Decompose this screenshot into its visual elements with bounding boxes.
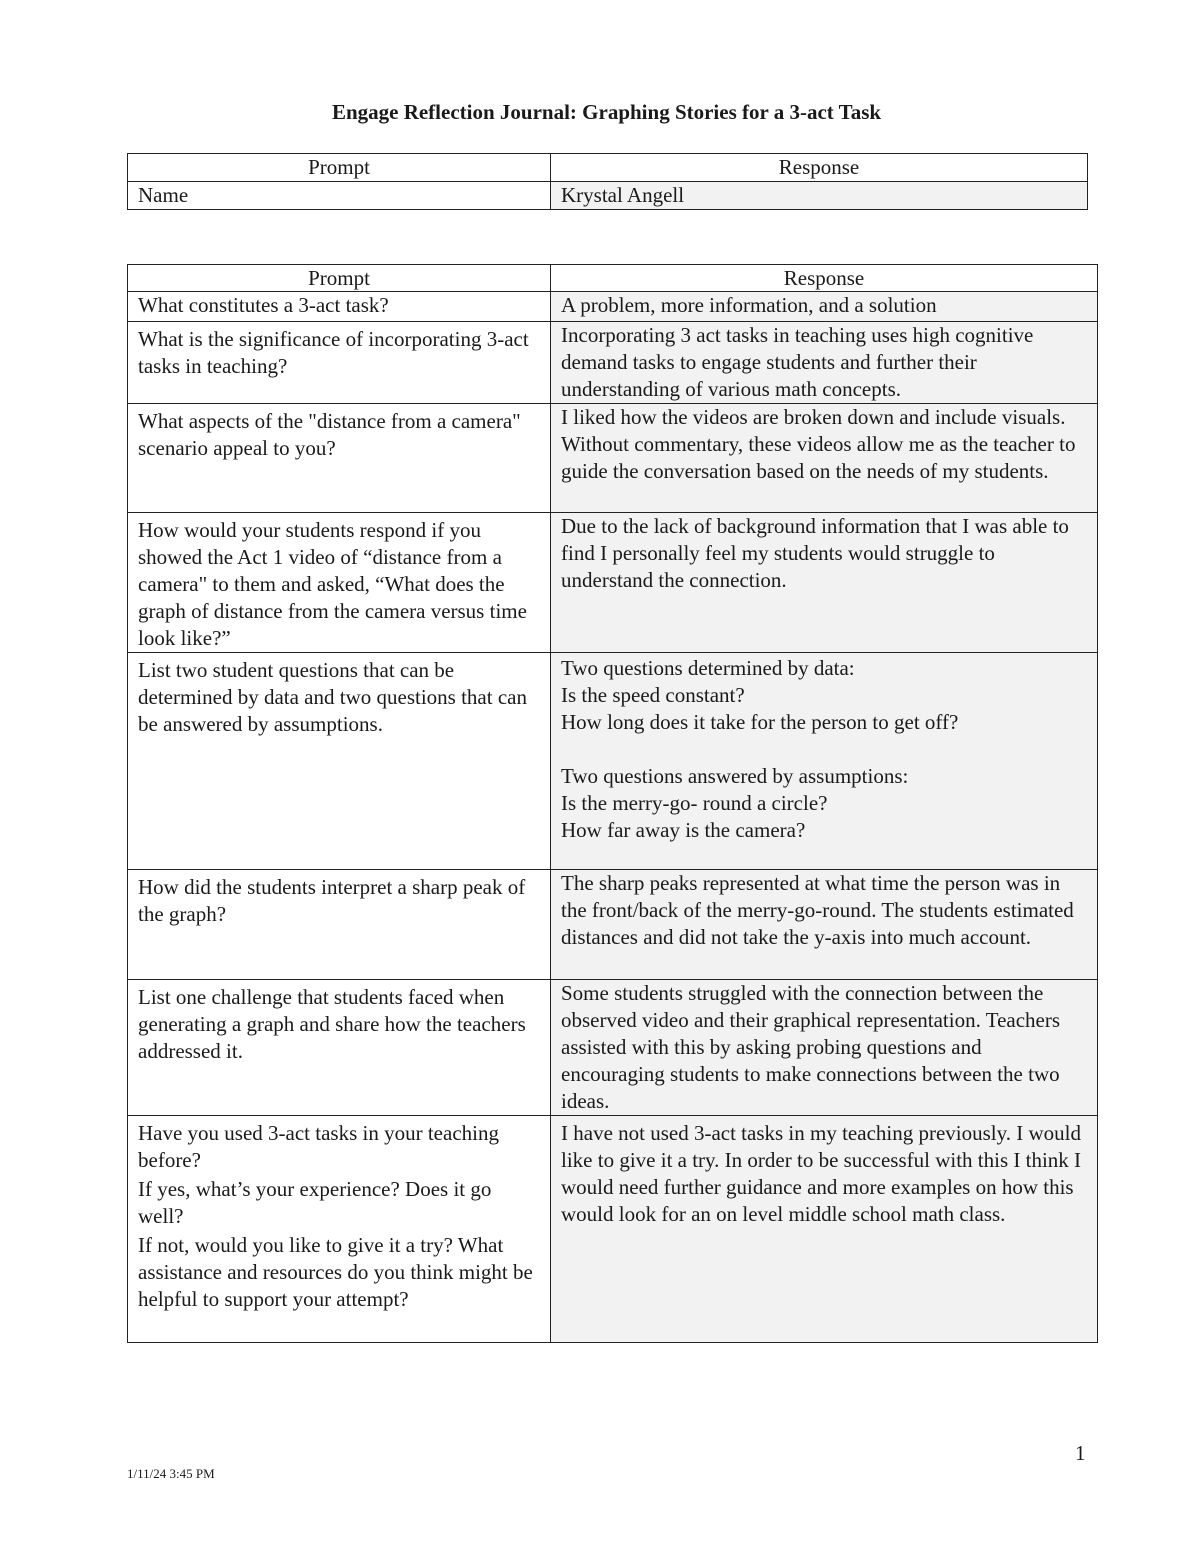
- reflection-table: [127, 264, 1098, 1343]
- response-text: The sharp peaks represented at what time the person was in the front/back of the merry-go-round. The students estimated distances and did not take the y-axis into much account.: [561, 871, 1074, 949]
- response-text: Two questions determined by data:: [561, 656, 855, 680]
- footer-date: 1/11/24 3:45 PM: [127, 1466, 215, 1481]
- response-cell: [551, 292, 1098, 322]
- prompt-text: If not, would you like to give it a try? What assistance and resources do you think might be helpful to support your attempt?: [138, 1233, 533, 1311]
- prompt-text: What aspects of the "distance from a camera" scenario appeal to you?: [138, 409, 521, 460]
- prompt-text: List one challenge that students faced when generating a graph and share how the teachers addressed it.: [138, 985, 526, 1063]
- main-table-header-response: Response: [551, 265, 1098, 292]
- page-number: 1: [1075, 1441, 1086, 1465]
- response-cell: [551, 870, 1098, 980]
- prompt-text: How would your students respond if you showed the Act 1 video of “distance from a camera" to them and asked, “What does the graph of distance from the camera versus time look like?”: [138, 518, 527, 650]
- response-text: I liked how the videos are broken down and include visuals. Without commentary, these videos allow me as the teacher to guide the conversation based on the needs of my students.: [561, 405, 1076, 483]
- response-text: Two questions answered by assumptions:: [561, 764, 909, 788]
- name-table-header-response: Response: [551, 154, 1088, 182]
- response-cell: [551, 404, 1098, 513]
- main-table-header-prompt: Prompt: [128, 265, 551, 292]
- table-row: [128, 292, 1098, 322]
- prompt-cell: [128, 870, 551, 980]
- table-row: [128, 404, 1098, 513]
- prompt-cell: [128, 292, 551, 322]
- prompt-text: Have you used 3-act tasks in your teaching before?: [138, 1121, 499, 1172]
- table-row: [128, 980, 1098, 1116]
- table-row: [128, 322, 1098, 404]
- spacer: [561, 736, 1087, 763]
- table-row: [128, 513, 1098, 653]
- response-text: Is the merry-go- round a circle?: [561, 791, 828, 815]
- prompt-text: How did the students interpret a sharp peak of the graph?: [138, 875, 526, 926]
- response-cell: [551, 980, 1098, 1116]
- response-text: Some students struggled with the connection between the observed video and their graphical representation. Teachers assisted with this by asking probing questions and encouraging students to make connections between the two ideas.: [561, 981, 1061, 1113]
- response-text: A problem, more information, and a solution: [561, 293, 937, 317]
- name-value: Krystal Angell: [551, 182, 1088, 210]
- response-text: How long does it take for the person to get off?: [561, 710, 959, 734]
- page-title: Engage Reflection Journal: Graphing Stories for a 3-act Task: [331, 100, 882, 124]
- prompt-text: What constitutes a 3-act task?: [138, 293, 389, 317]
- prompt-cell: [128, 653, 551, 870]
- response-text: I have not used 3-act tasks in my teaching previously. I would like to give it a try. In order to be successful with this I think I would need further guidance and more examples on how this would look for an on level middle school math class.: [561, 1121, 1082, 1226]
- prompt-text: If yes, what’s your experience? Does it go well?: [138, 1177, 492, 1228]
- response-cell: [551, 1116, 1098, 1343]
- prompt-cell: [128, 1116, 551, 1343]
- table-row: [128, 870, 1098, 980]
- response-text: Due to the lack of background information that I was able to find I personally feel my students would struggle to understand the connection.: [561, 514, 1069, 592]
- response-text: Incorporating 3 act tasks in teaching uses high cognitive demand tasks to engage students and further their understanding of various math concepts.: [561, 323, 1034, 401]
- response-cell: [551, 513, 1098, 653]
- prompt-cell: [128, 404, 551, 513]
- prompt-text: List two student questions that can be determined by data and two questions that can be answered by assumptions.: [138, 658, 527, 736]
- response-text: How far away is the camera?: [561, 818, 806, 842]
- name-table-header-prompt: Prompt: [128, 154, 551, 182]
- name-table: [127, 153, 1088, 210]
- response-cell: [551, 653, 1098, 870]
- response-cell: [551, 322, 1098, 404]
- prompt-cell: [128, 322, 551, 404]
- response-text: Is the speed constant?: [561, 683, 745, 707]
- prompt-cell: [128, 980, 551, 1116]
- prompt-cell: [128, 513, 551, 653]
- name-label: Name: [128, 182, 551, 210]
- table-row: [128, 1116, 1098, 1343]
- table-row: [128, 653, 1098, 870]
- prompt-text: What is the significance of incorporating 3-act tasks in teaching?: [138, 327, 529, 378]
